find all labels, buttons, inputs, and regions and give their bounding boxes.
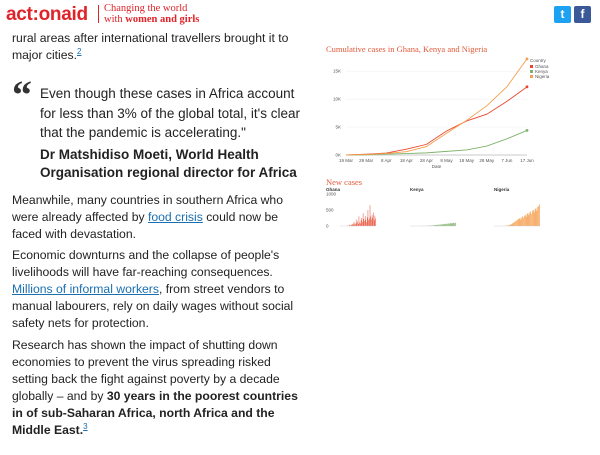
cumulative-line-chart — [322, 52, 550, 187]
bar-chart-title: New cases — [326, 177, 363, 187]
panel-label-nigeria: Nigeria — [494, 187, 510, 192]
bar — [533, 210, 534, 226]
bar — [532, 211, 533, 226]
fragment-text: rural areas after international travellers brought it to major cities. — [12, 31, 289, 62]
bar — [526, 217, 527, 226]
x-tick-label: 17 Jun — [520, 158, 534, 163]
bar — [523, 218, 524, 226]
bar — [516, 221, 517, 226]
footnote-ref-3[interactable]: 3 — [83, 421, 88, 431]
bar — [441, 225, 442, 226]
twitter-icon: t — [560, 7, 565, 21]
bar — [524, 216, 525, 226]
x-tick-label: 7 Jun — [501, 158, 513, 163]
bar — [518, 219, 519, 226]
p2-text-end: , from street vendors to manual labourers, rely on daily wages without social safety nets for protection. — [12, 282, 294, 330]
paragraph-poverty — [12, 337, 302, 439]
bar — [522, 216, 523, 226]
informal-workers-link[interactable]: Millions of informal workers — [12, 282, 159, 296]
bar — [521, 217, 522, 226]
paragraph-informal-workers — [12, 247, 302, 332]
tagline-line-2 — [104, 14, 199, 25]
legend-entry: Kenya — [535, 69, 548, 74]
bar — [525, 215, 526, 226]
y-tick-label: 15K — [332, 68, 341, 74]
logo-divider — [98, 5, 99, 23]
bar — [514, 222, 515, 226]
bar — [440, 224, 441, 226]
bar-y-tick-label: 1000 — [326, 191, 337, 197]
bar — [446, 224, 447, 226]
food-crisis-link[interactable]: food crisis — [147, 210, 203, 224]
bar — [535, 209, 536, 226]
bar — [513, 222, 514, 226]
line-chart-title: Cumulative cases in Ghana, Kenya and Nigeria — [326, 44, 488, 54]
legend-entry: Ghana — [535, 64, 549, 69]
series-end-point — [526, 129, 529, 132]
bar — [513, 223, 514, 226]
tagline-bold: women and girls — [125, 14, 200, 25]
legend-entry: Nigeria — [535, 74, 550, 79]
series-end-point — [526, 85, 529, 88]
bar — [536, 208, 537, 226]
bar — [534, 212, 535, 226]
series-line-ghana — [346, 87, 527, 155]
bar — [449, 224, 450, 226]
bar — [447, 224, 448, 226]
bar — [536, 211, 537, 226]
bar-y-tick-label: 0 — [326, 223, 329, 229]
bar — [511, 224, 512, 226]
y-tick-label: 10K — [332, 96, 341, 102]
bar — [445, 224, 446, 226]
x-tick-label: 18 Apr — [399, 158, 413, 163]
x-tick-label: 8 May — [440, 158, 453, 163]
bar — [454, 223, 455, 226]
x-axis-label: Date — [431, 164, 442, 169]
legend-swatch — [530, 70, 533, 73]
paragraph-food-crisis — [12, 192, 302, 243]
bar — [439, 225, 440, 226]
p2-text: Economic downturns and the collapse of people's livelihoods will have far-reaching consequences. — [12, 248, 280, 279]
legend-swatch — [530, 75, 533, 78]
legend-title: Country — [530, 58, 546, 63]
bar — [517, 220, 518, 226]
bar-y-tick-label: 500 — [326, 207, 334, 213]
bar — [452, 224, 453, 226]
paragraph-fragment — [12, 30, 302, 64]
panel-label-ghana: Ghana — [326, 187, 341, 192]
bar — [442, 224, 443, 226]
new-cases-bar-charts — [322, 186, 547, 231]
facebook-share-button[interactable] — [574, 6, 591, 23]
facebook-icon: f — [580, 7, 585, 21]
y-tick-label: 5K — [335, 124, 341, 130]
quote-attribution: Dr Matshidiso Moeti, World Health Organisation regional director for Africa — [40, 147, 297, 180]
bar — [527, 214, 528, 226]
bar — [521, 220, 522, 226]
bar — [443, 224, 444, 226]
p3-text: Research has shown the impact of shutting down economies to prevent the virus spreading risked setting back the fight against poverty by a decade globally – and by — [12, 338, 280, 403]
x-tick-label: 28 Apr — [419, 158, 433, 163]
p1-text-end: could now be faced with devastation. — [12, 210, 279, 241]
panel-label-kenya: Kenya — [410, 187, 424, 192]
actionaid-logo[interactable]: act:onaid — [6, 4, 88, 25]
tagline-line-1: Changing the world — [104, 3, 188, 14]
series-line-nigeria — [346, 59, 527, 155]
site-header — [0, 0, 600, 28]
twitter-share-button[interactable] — [554, 6, 571, 23]
p1-text: Meanwhile, many countries in southern Africa who were already affected by — [12, 193, 283, 224]
x-tick-label: 8 Apr — [380, 158, 392, 163]
bar — [448, 223, 449, 226]
bar — [444, 224, 445, 226]
x-tick-label: 19 Mar — [338, 158, 354, 163]
bar — [538, 206, 539, 226]
legend-swatch — [530, 65, 533, 68]
bar — [450, 223, 451, 226]
x-tick-label: 18 May — [459, 158, 475, 163]
bar — [528, 213, 529, 226]
series-end-point — [526, 57, 529, 60]
bar — [539, 204, 540, 226]
quote-mark-icon: “ — [12, 72, 32, 117]
p3-bold-text: 30 years in the poorest countries in of sub-Saharan Africa, north Africa and the Middle East. — [12, 389, 298, 437]
bar — [529, 213, 530, 226]
tagline — [104, 3, 199, 25]
bar — [452, 223, 453, 226]
bar — [445, 224, 446, 226]
covid-cases-chart — [322, 40, 550, 230]
bar — [515, 221, 516, 226]
bar — [451, 223, 452, 226]
x-tick-label: 29 Mar — [359, 158, 374, 163]
footnote-ref-2[interactable]: 2 — [77, 46, 82, 56]
bar — [537, 207, 538, 226]
y-tick-label: 0K — [335, 152, 341, 158]
bar — [530, 212, 531, 226]
bar — [520, 218, 521, 226]
x-tick-label: 28 May — [479, 158, 495, 163]
bar — [453, 223, 454, 226]
series-line-kenya — [346, 130, 527, 155]
bar — [529, 215, 530, 226]
bar — [531, 214, 532, 226]
pull-quote: Even though these cases in Africa account for less than 3% of the global total, it's clear that the pandemic is accelerating." — [40, 86, 300, 140]
tagline-prefix: with — [104, 14, 126, 25]
bar — [512, 224, 513, 226]
bar — [455, 223, 456, 226]
bar — [519, 219, 520, 226]
